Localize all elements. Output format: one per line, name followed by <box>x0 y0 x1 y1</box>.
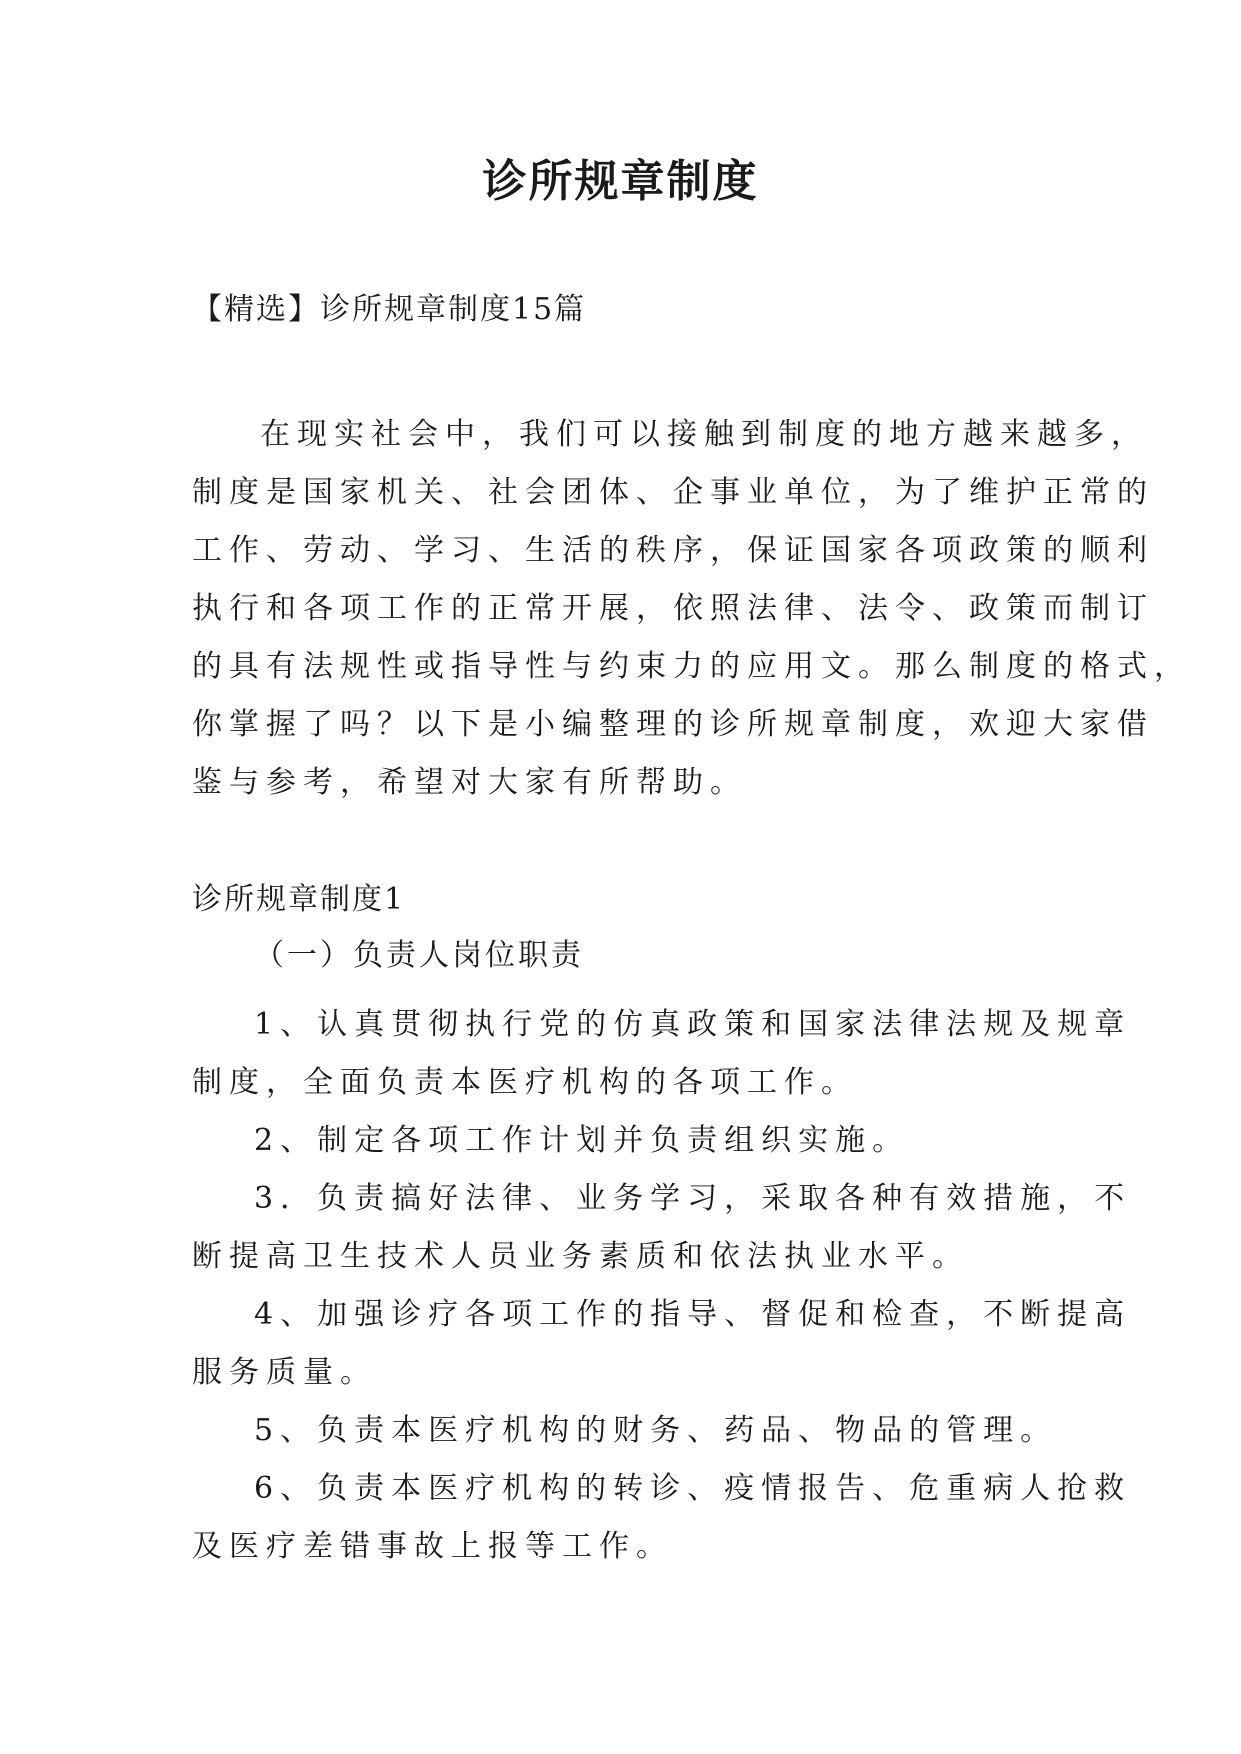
duty-item-line: 5、负责本医疗机构的财务、药品、物品的管理。 <box>254 1413 1058 1448</box>
duty-item-line: 2、制定各项工作计划并负责组织实施。 <box>254 1123 910 1158</box>
intro-paragraph <box>192 406 1191 812</box>
duty-item-line: 制度，全面负责本医疗机构的各项工作。 <box>192 1065 858 1100</box>
duty-item-line: 及医疗差错事故上报等工作。 <box>192 1529 673 1564</box>
duty-heading: （一）负责人岗位职责 <box>254 938 584 973</box>
intro-line: 执行和各项工作的正常开展，依照法律、法令、政策而制订 <box>192 591 1154 626</box>
intro-line: 鉴与参考，希望对大家有所帮助。 <box>192 765 747 800</box>
document-subtitle: 【精选】诊所规章制度15篇 <box>192 292 587 327</box>
duty-item-line: 6、负责本医疗机构的转诊、疫情报告、危重病人抢救 <box>254 1471 1132 1506</box>
intro-line: 工作、劳动、学习、生活的秩序，保证国家各项政策的顺利 <box>192 533 1154 568</box>
intro-line: 的具有法规性或指导性与约束力的应用文。那么制度的格式， <box>192 649 1191 684</box>
duty-item-line: 服务质量。 <box>192 1355 377 1390</box>
intro-line: 在现实社会中，我们可以接触到制度的地方越来越多， <box>260 417 1148 452</box>
section-heading: 诊所规章制度1 <box>192 882 406 917</box>
duty-item-line: 1、认真贯彻执行党的仿真政策和国家法律法规及规章 <box>254 1007 1132 1042</box>
duty-item-line: 3．负责搞好法律、业务学习，采取各种有效措施，不 <box>254 1181 1132 1216</box>
intro-line: 制度是国家机关、社会团体、企事业单位，为了维护正常的 <box>192 475 1154 510</box>
intro-line: 你掌握了吗？以下是小编整理的诊所规章制度，欢迎大家借 <box>192 707 1154 742</box>
duty-item-line: 断提高卫生技术人员业务素质和依法执业水平。 <box>192 1239 969 1274</box>
duty-items <box>192 996 1132 1576</box>
document-title: 诊所规章制度 <box>482 156 759 207</box>
duty-item-line: 4、加强诊疗各项工作的指导、督促和检查，不断提高 <box>254 1297 1132 1332</box>
